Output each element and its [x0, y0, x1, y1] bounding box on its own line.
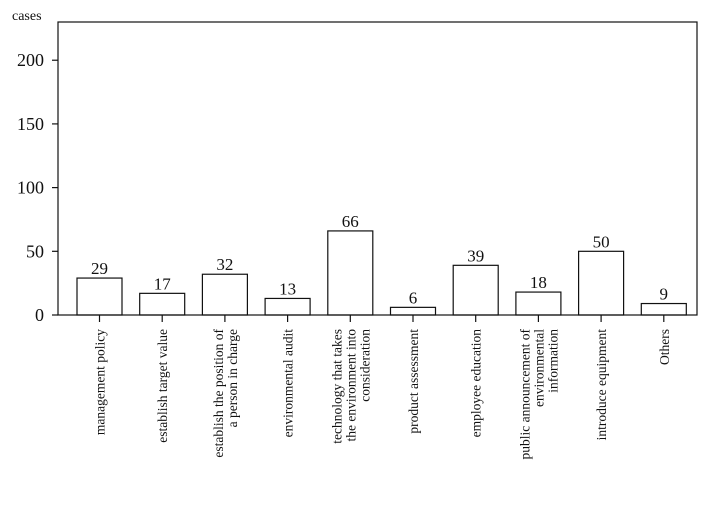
- x-category-label-line: consideration: [357, 329, 373, 402]
- bar: [516, 292, 561, 315]
- bar: [140, 293, 185, 315]
- y-tick-label: 100: [17, 177, 44, 198]
- bar-value-label: 66: [341, 211, 359, 231]
- x-category-label-line: technology that takes: [329, 329, 345, 444]
- x-category-label: [406, 329, 421, 434]
- x-category-label: [93, 329, 108, 435]
- bar: [328, 231, 373, 315]
- bar: [77, 278, 122, 315]
- x-category-label-line: product assessment: [406, 329, 421, 434]
- x-category-label-line: employee education: [468, 329, 484, 438]
- x-category-label: [211, 329, 240, 458]
- bar-value-label: 17: [153, 274, 171, 294]
- bar-value-label: 39: [467, 246, 485, 266]
- bar: [391, 307, 436, 315]
- bar: [579, 251, 624, 315]
- y-tick-label: 0: [35, 305, 44, 325]
- x-category-label: [469, 329, 484, 438]
- x-category-label-line: environmental audit: [280, 329, 296, 438]
- bar: [265, 298, 310, 315]
- bar: [641, 304, 686, 315]
- x-category-label: [155, 329, 170, 443]
- y-tick-label: 150: [17, 113, 44, 134]
- x-category-label-line: establish the position of: [210, 329, 226, 458]
- x-category-label-line: management policy: [92, 329, 108, 436]
- x-category-label-line: establish target value: [155, 329, 171, 443]
- x-category-label-line: environmental: [531, 329, 547, 407]
- y-tick-label: 50: [26, 241, 44, 262]
- bar: [453, 265, 498, 315]
- bar-value-label: 29: [91, 259, 108, 279]
- y-tick-label: 200: [17, 50, 44, 71]
- x-category-label-line: Others: [656, 329, 672, 365]
- x-category-label: [329, 329, 372, 444]
- bar-value-label: 32: [216, 255, 234, 275]
- labels-layer: [91, 212, 672, 460]
- x-category-label-line: information: [545, 329, 561, 393]
- x-category-label: [517, 329, 560, 460]
- bar-value-label: 13: [279, 279, 297, 299]
- bar-value-label: 18: [529, 273, 547, 293]
- bar-value-label: 50: [592, 232, 610, 252]
- bar: [202, 274, 247, 315]
- x-category-label: [657, 329, 672, 365]
- x-category-label-line: the environment into: [343, 329, 359, 442]
- x-category-label: [594, 329, 609, 441]
- x-category-label-line: introduce equipment: [594, 329, 610, 441]
- x-category-label-line: public announcement of: [517, 329, 533, 460]
- bar-value-label: 9: [659, 284, 669, 304]
- y-axis-unit-label: cases: [12, 9, 42, 24]
- x-category-label-line: a person in charge: [224, 329, 240, 428]
- x-category-label: [281, 329, 296, 438]
- bar-value-label: 6: [408, 288, 418, 308]
